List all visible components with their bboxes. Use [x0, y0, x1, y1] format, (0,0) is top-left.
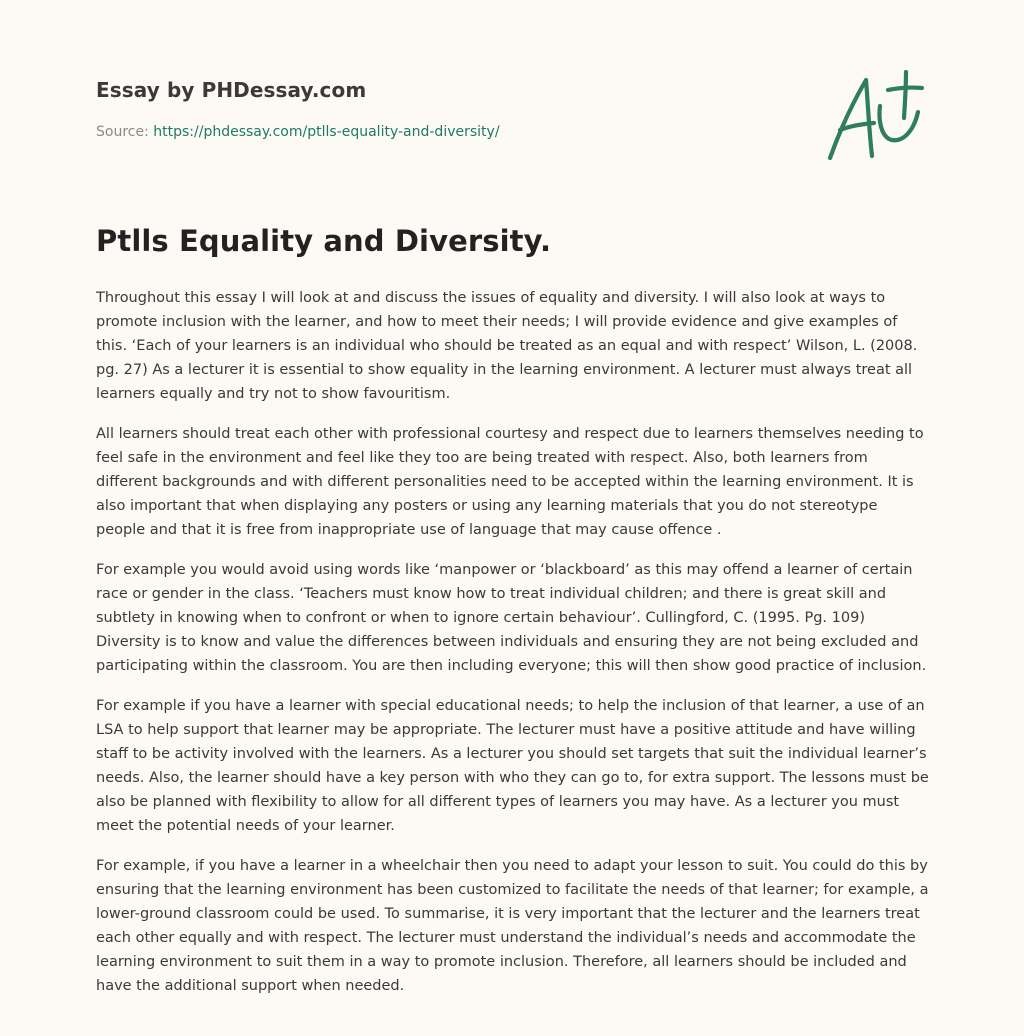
source-line — [96, 124, 500, 140]
essay-paragraph: For example, if you have a learner in a wheelchair then you need to adapt your lesson to suit. You could do this by ensuring that the learning environment has been customized to facilitate the needs of that learner; for example, a lower-ground classroom could be used. To summarise, it is very important that the lecturer and the learners treat each other equally and with respect. The lecturer must understand the individual’s needs and accommodate the learning environment to suit them in a way to promote inclusion. Therefore, all learners should be included and have the additional support when needed. — [96, 858, 929, 994]
essay-page — [96, 0, 930, 994]
essay-paragraph: For example if you have a learner with special educational needs; to help the inclusion of that learner, a use of an LSA to help support that learner may be appropriate. The lecturer must have a positive attitude and have willing staff to be activity involved with the learners. As a lecturer you should set targets that suit the individual learner’s needs. Also, the learner should have a key person with who they can go to, for extra support. The lessons must be also be planned with flexibility to allow for all different types of learners you may have. As a lecturer you must meet the potential needs of your learner. — [96, 698, 929, 834]
essay-header — [96, 0, 930, 200]
essay-paragraph: Throughout this essay I will look at and discuss the issues of equality and diversity. I will also look at ways to promote inclusion with the learner, and how to meet their needs; I will provide evidence and give examples of this. ‘Each of your learners is an individual who should be treated as an equal and with respect’ Wilson, L. (2008. pg. 27) As a lecturer it is essential to show equality in the learning environment. A lecturer must always treat all learners equally and try not to show favouritism. — [96, 290, 918, 402]
essay-title: Ptlls Equality and Diversity. — [96, 224, 552, 258]
source-link[interactable]: https://phdessay.com/ptlls-equality-and-diversity/ — [153, 124, 500, 140]
essay-paragraph: For example you would avoid using words like ‘manpower or ‘blackboard’ as this may offend a learner of certain race or gender in the class. ‘Teachers must know how to treat individual children; and there is great skill and subtlety in knowing when to confront or when to ignore certain behaviour’. Cullingford, C. (1995. Pg. 109) Diversity is to know and value the differences between individuals and ensuring they are not being excluded and participating within the classroom. You are then including everyone; this will then show good practice of inclusion. — [96, 562, 927, 674]
source-label: Source: — [96, 124, 154, 140]
a-plus-logo — [822, 68, 926, 164]
essay-body — [96, 286, 930, 1014]
site-brand: Essay by PHDessay.com — [96, 78, 367, 102]
essay-paragraph: All learners should treat each other with professional courtesy and respect due to learners themselves needing to feel safe in the environment and feel like they too are being treated with respect. Also, both learners from different backgrounds and with different personalities need to be accepted within the learning environment. It is also important that when displaying any posters or using any learning materials that you do not stereotype people and that it is free from inappropriate use of language that may cause offence . — [96, 426, 924, 538]
